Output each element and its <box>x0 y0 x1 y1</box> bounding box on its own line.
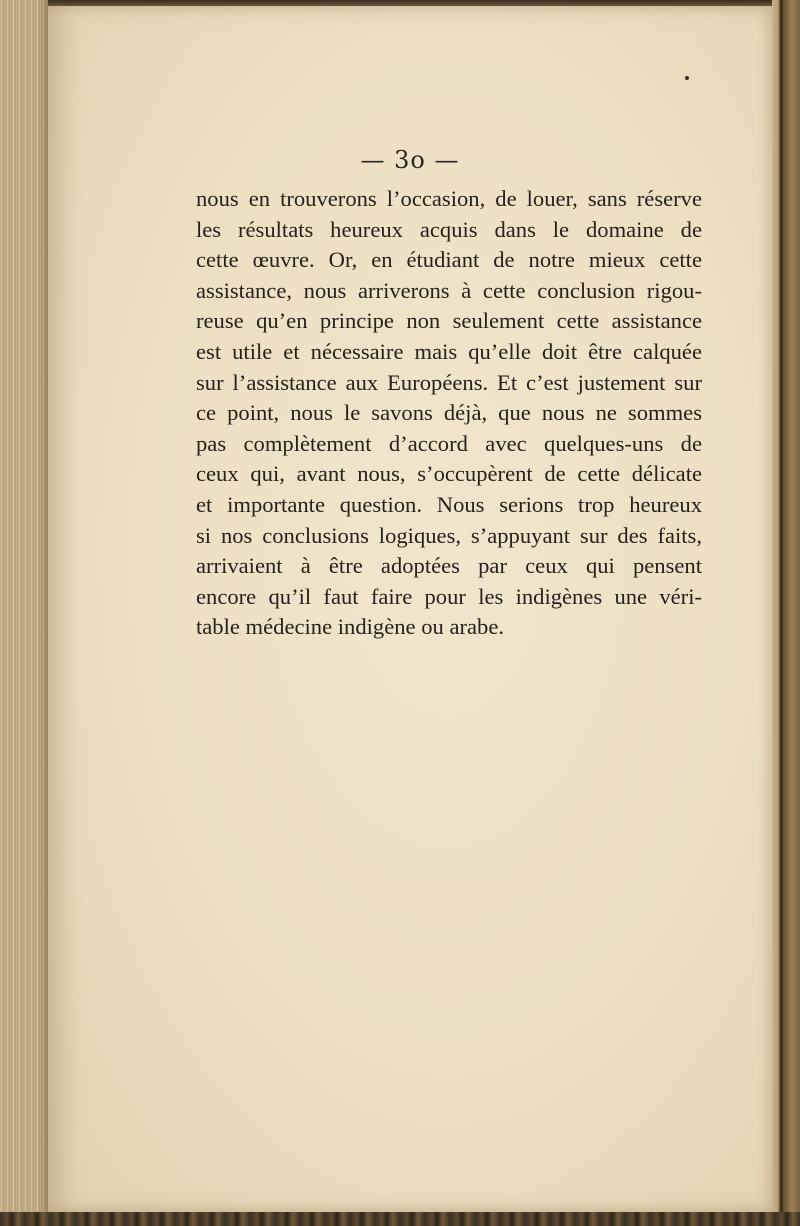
ink-speck <box>685 76 689 80</box>
text-line: sur l’assistance aux Européens. Et c’est justement sur <box>196 369 702 395</box>
text-line: et importante question. Nous serions trop heureux <box>196 491 702 517</box>
text-line: nous en trouverons l’occasion, de louer, sans réserve <box>196 186 702 211</box>
text-line: les résultats heureux acquis dans le domaine de <box>196 216 702 242</box>
text-line: si nos conclusions logiques, s’appuyant sur des faits, <box>196 522 702 548</box>
text-line: est utile et nécessaire mais qu’elle doit être calquée <box>196 338 702 364</box>
text-line: encore qu’il faut faire pour les indigènes une véri- <box>196 583 702 609</box>
book-binding-edge <box>0 0 48 1226</box>
page-paper <box>48 6 772 1212</box>
bottom-edge <box>0 1212 800 1226</box>
book-right-edge <box>772 0 800 1226</box>
body-text <box>196 184 702 643</box>
page-number: — 3o — <box>360 146 460 174</box>
text-line: ce point, nous le savons déjà, que nous ne sommes <box>196 400 702 426</box>
text-line: table médecine indigène ou arabe. <box>196 614 505 640</box>
text-line: assistance, nous arriverons à cette conclusion rigou- <box>196 277 702 303</box>
text-line: pas complètement d’accord avec quelques-uns de <box>196 430 702 456</box>
text-line: reuse qu’en principe non seulement cette assistance <box>196 308 702 334</box>
text-line: arrivaient à être adoptées par ceux qui pensent <box>196 553 702 579</box>
text-line: ceux qui, avant nous, s’occupèrent de cette délicate <box>196 461 702 487</box>
text-line: cette œuvre. Or, en étudiant de notre mieux cette <box>196 247 702 273</box>
